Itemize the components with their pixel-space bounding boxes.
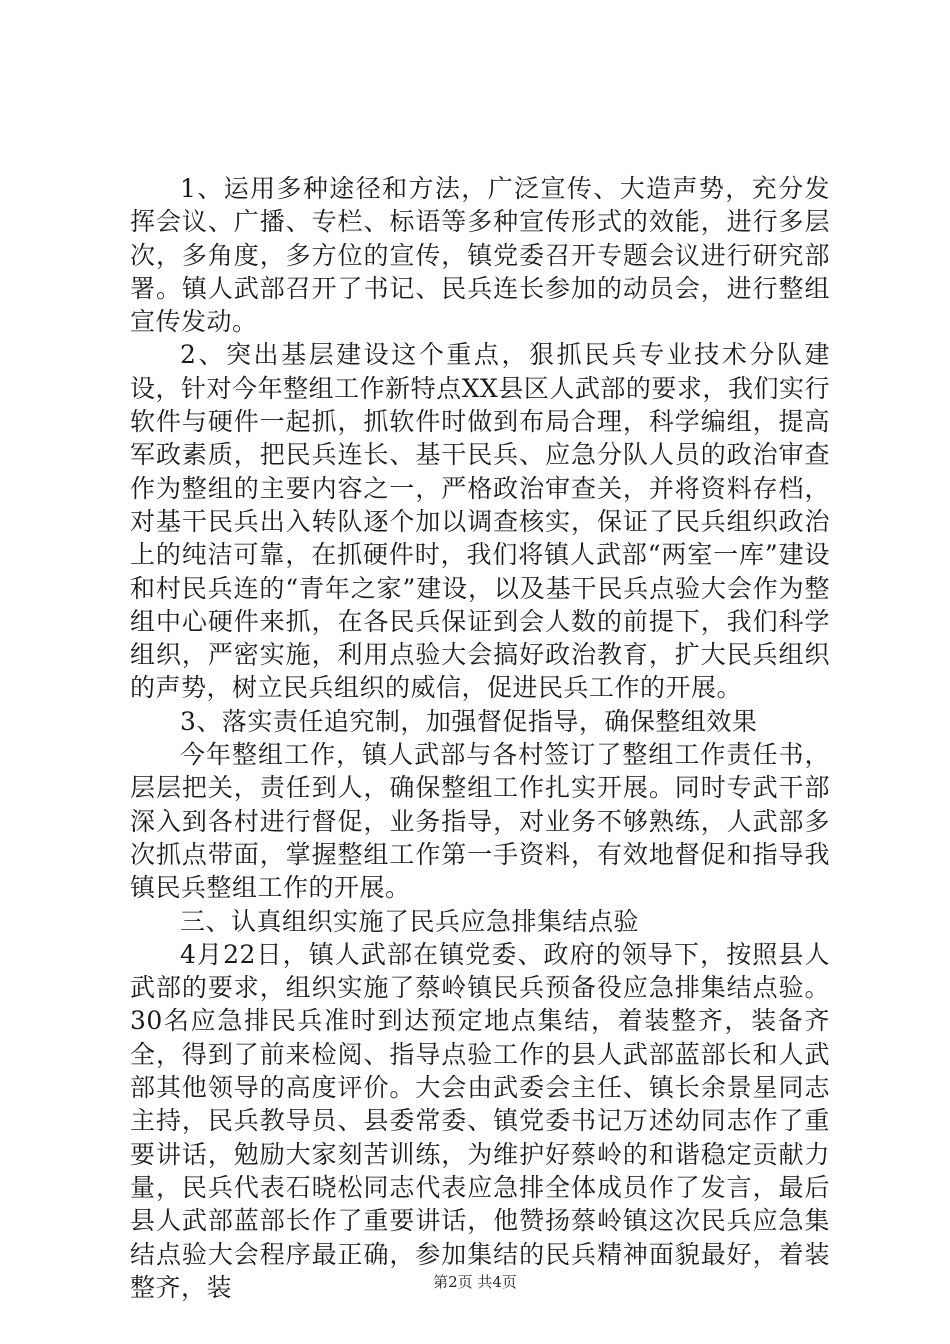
- paragraph-publicity: 1、运用多种途径和方法，广泛宣传、大造声势，充分发挥会议、广播、专栏、标语等多种宣传形式的效能，进行多层次，多角度，多方位的宣传，镇党委召开专题会议进行研究部署。镇人武部召开了书记、民兵连长参加的动员会，进行整组宣传发动。: [130, 174, 830, 337]
- document-body: [130, 172, 830, 1304]
- paragraph-responsibility-detail: 今年整组工作，镇人武部与各村签订了整组工作责任书，层层把关，责任到人，确保整组工作扎实开展。同时专武干部深入到各村进行督促，业务指导，对业务不够熟练，人武部多次抓点带面，掌握整组工作第一手资料，有效地督促和指导我镇民兵整组工作的开展。: [130, 740, 830, 903]
- paragraph-grassroots-building: 2、突出基层建设这个重点，狠抓民兵专业技术分队建设，针对今年整组工作新特点XX县区人武部的要求，我们实行软件与硬件一起抓，抓软件时做到布局合理，科学编组，提高军政素质，把民兵连长、基干民兵、应急分队人员的政治审查作为整组的主要内容之一，严格政治审查关，并将资料存档，对基干民兵出入转队逐个加以调查核实，保证了民兵组织政治上的纯洁可靠，在抓硬件时，我们将镇人武部“两室一库”建设和村民兵连的“青年之家”建设，以及基干民兵点验大会作为整组中心硬件来抓，在各民兵保证到会人数的前提下，我们科学组织，严密实施，利用点验大会搞好政治教育，扩大民兵组织的声势，树立民兵组织的威信，促进民兵工作的开展。: [130, 340, 830, 703]
- page-footer: [0, 1272, 950, 1292]
- section-heading-emergency-inspection: 三、认真组织实施了民兵应急排集结点验: [180, 906, 640, 936]
- page-number-label: 第2页 共4页: [433, 1273, 517, 1291]
- paragraph-emergency-inspection: 4月22日，镇人武部在镇党委、政府的领导下，按照县人武部的要求，组织实施了蔡岭镇民兵预备役应急排集结点验。30名应急排民兵准时到达预定地点集结，着装整齐，装备齐全，得到了前来检阅、指导点验工作的县人武部蓝部长和人武部其他领导的高度评价。大会由武委会主任、镇长余景星同志主持，民兵教导员、县委常委、镇党委书记万述幼同志作了重要讲话，勉励大家刻苦训练，为维护好蔡岭的和谐稳定贡献力量，民兵代表石晓松同志代表应急排全体成员作了发言，最后县人武部蓝部长作了重要讲话，他赞扬蔡岭镇这次民兵应急集结点验大会程序最正确，参加集结的民兵精神面貌最好，着装整齐，装: [130, 939, 830, 1302]
- paragraph-responsibility-heading: 3、落实责任追究制，加强督促指导，确保整组效果: [180, 706, 758, 736]
